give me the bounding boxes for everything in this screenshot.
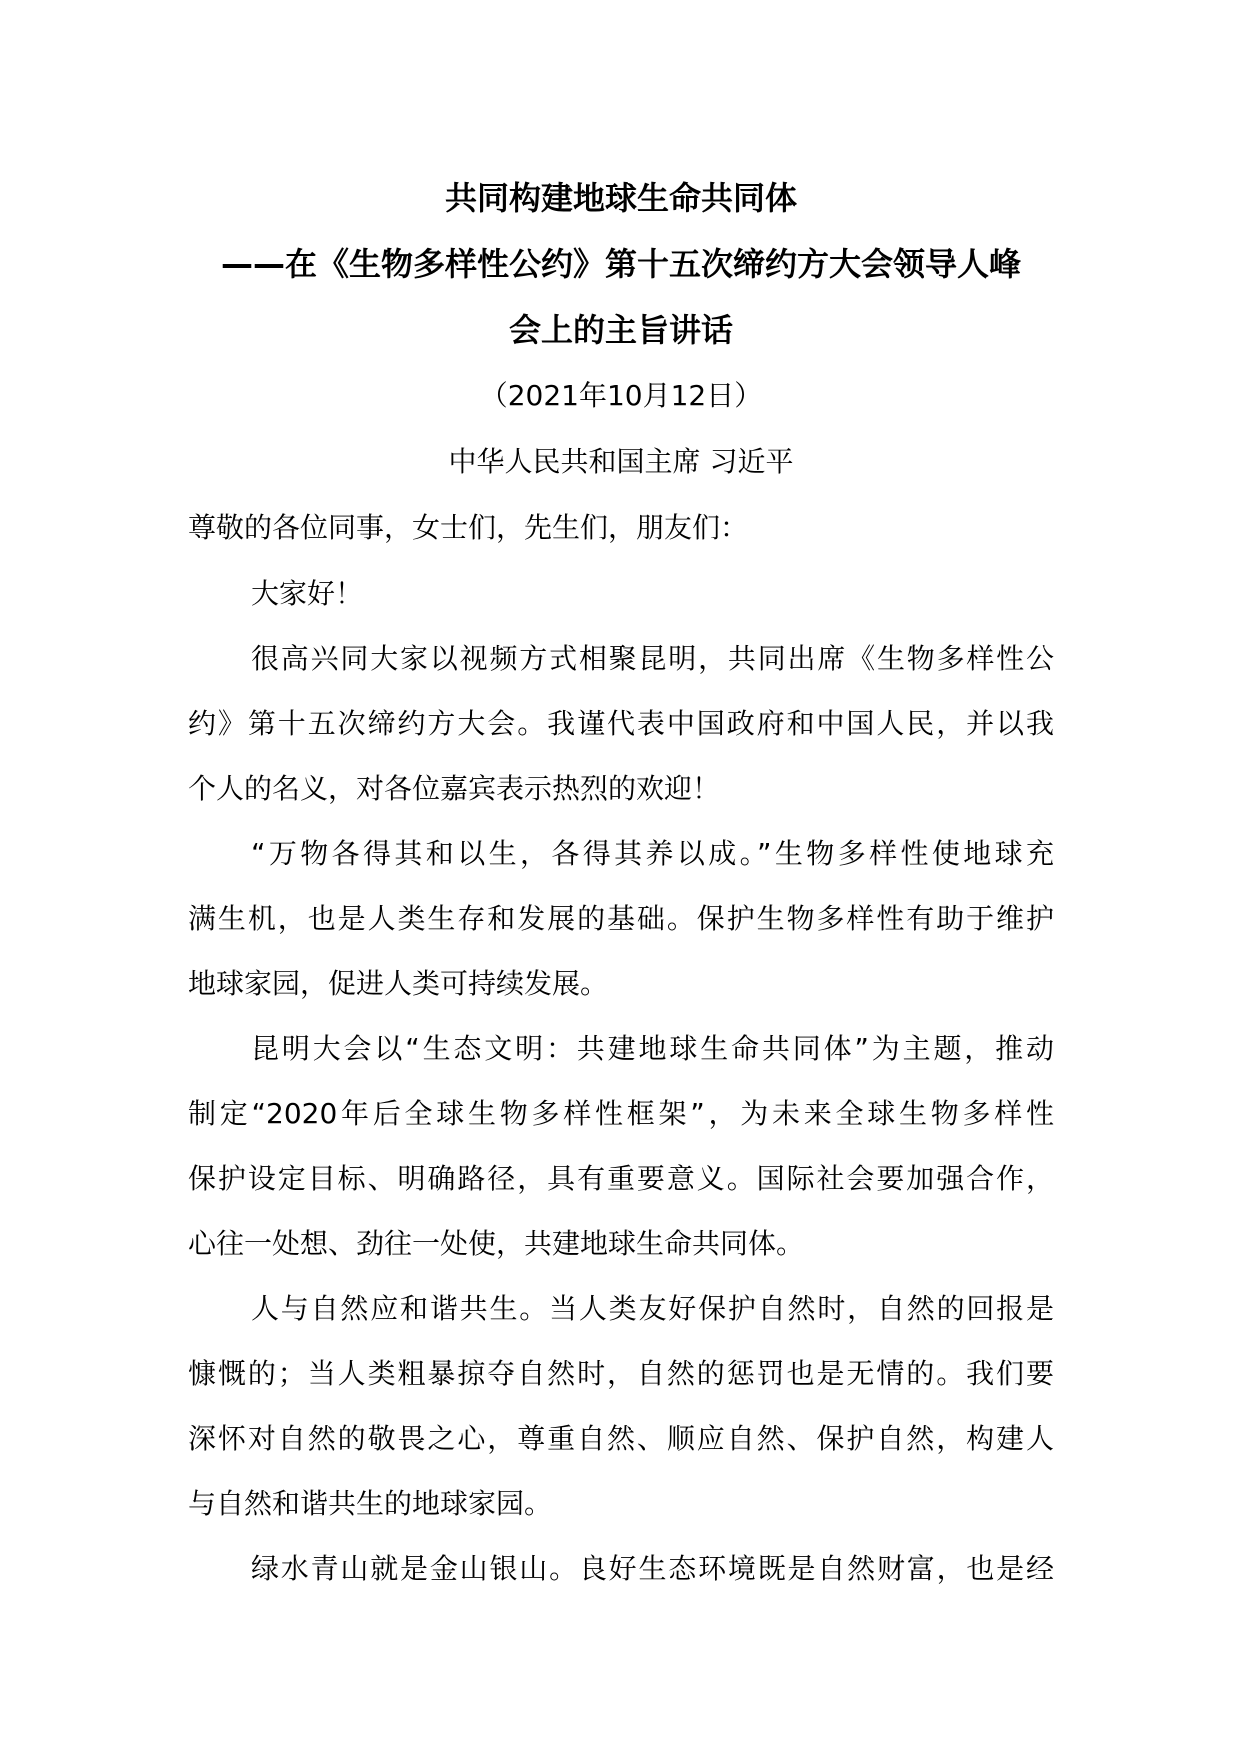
paragraph-line: 与自然和谐共生的地球家园。 (188, 1487, 553, 1520)
paragraph-line: 深怀对自然的敬畏之心，尊重自然、顺应自然、保护自然，构建人 (188, 1422, 1054, 1455)
paragraph (188, 1276, 1054, 1536)
document-title (188, 165, 1054, 363)
paragraph-line: 慷慨的；当人类粗暴掠夺自然时，自然的惩罚也是无情的。我们要 (188, 1357, 1054, 1390)
subtitle-line: 会上的主旨讲话 (508, 311, 733, 349)
paragraph-line: 心往一处想、劲往一处使，共建地球生命共同体。 (188, 1227, 805, 1260)
paragraph-line: 制定“2020年后全球生物多样性框架”，为未来全球生物多样性 (188, 1097, 1054, 1130)
paragraph-line: 保护设定目标、明确路径，具有重要意义。国际社会要加强合作， (188, 1162, 1054, 1195)
paragraph-line: “万物各得其和以生，各得其养以成。”生物多样性使地球充 (251, 837, 1054, 870)
paragraph (188, 1536, 1054, 1601)
document-body (188, 561, 1054, 1601)
paragraph-line: 地球家园，促进人类可持续发展。 (188, 967, 609, 1000)
speaker-byline: 中华人民共和国主席 习近平 (448, 445, 794, 478)
title-line: 共同构建地球生命共同体 (444, 179, 797, 217)
salutation: 尊敬的各位同事，女士们，先生们，朋友们： (188, 511, 749, 544)
paragraph (188, 821, 1054, 1016)
paragraph-line: 人与自然应和谐共生。当人类友好保护自然时，自然的回报是 (251, 1292, 1054, 1325)
paragraph-line: 约》第十五次缔约方大会。我谨代表中国政府和中国人民，并以我 (188, 707, 1054, 740)
speech-date: （2021年10月12日） (479, 379, 763, 412)
paragraph (188, 561, 1054, 626)
paragraph-line: 大家好！ (251, 577, 364, 610)
document-content (188, 165, 1054, 1601)
paragraph (188, 1016, 1054, 1276)
paragraph-line: 满生机，也是人类生存和发展的基础。保护生物多样性有助于维护 (188, 902, 1054, 935)
paragraph-line: 很高兴同大家以视频方式相聚昆明，共同出席《生物多样性公 (251, 642, 1054, 675)
paragraph-line: 昆明大会以“生态文明：共建地球生命共同体”为主题，推动 (251, 1032, 1054, 1065)
subtitle-line: ——在《生物多样性公约》第十五次缔约方大会领导人峰 (220, 245, 1021, 283)
paragraph (188, 626, 1054, 821)
paragraph-line: 绿水青山就是金山银山。良好生态环境既是自然财富，也是经 (251, 1552, 1054, 1585)
paragraph-line: 个人的名义，对各位嘉宾表示热烈的欢迎！ (188, 772, 721, 805)
